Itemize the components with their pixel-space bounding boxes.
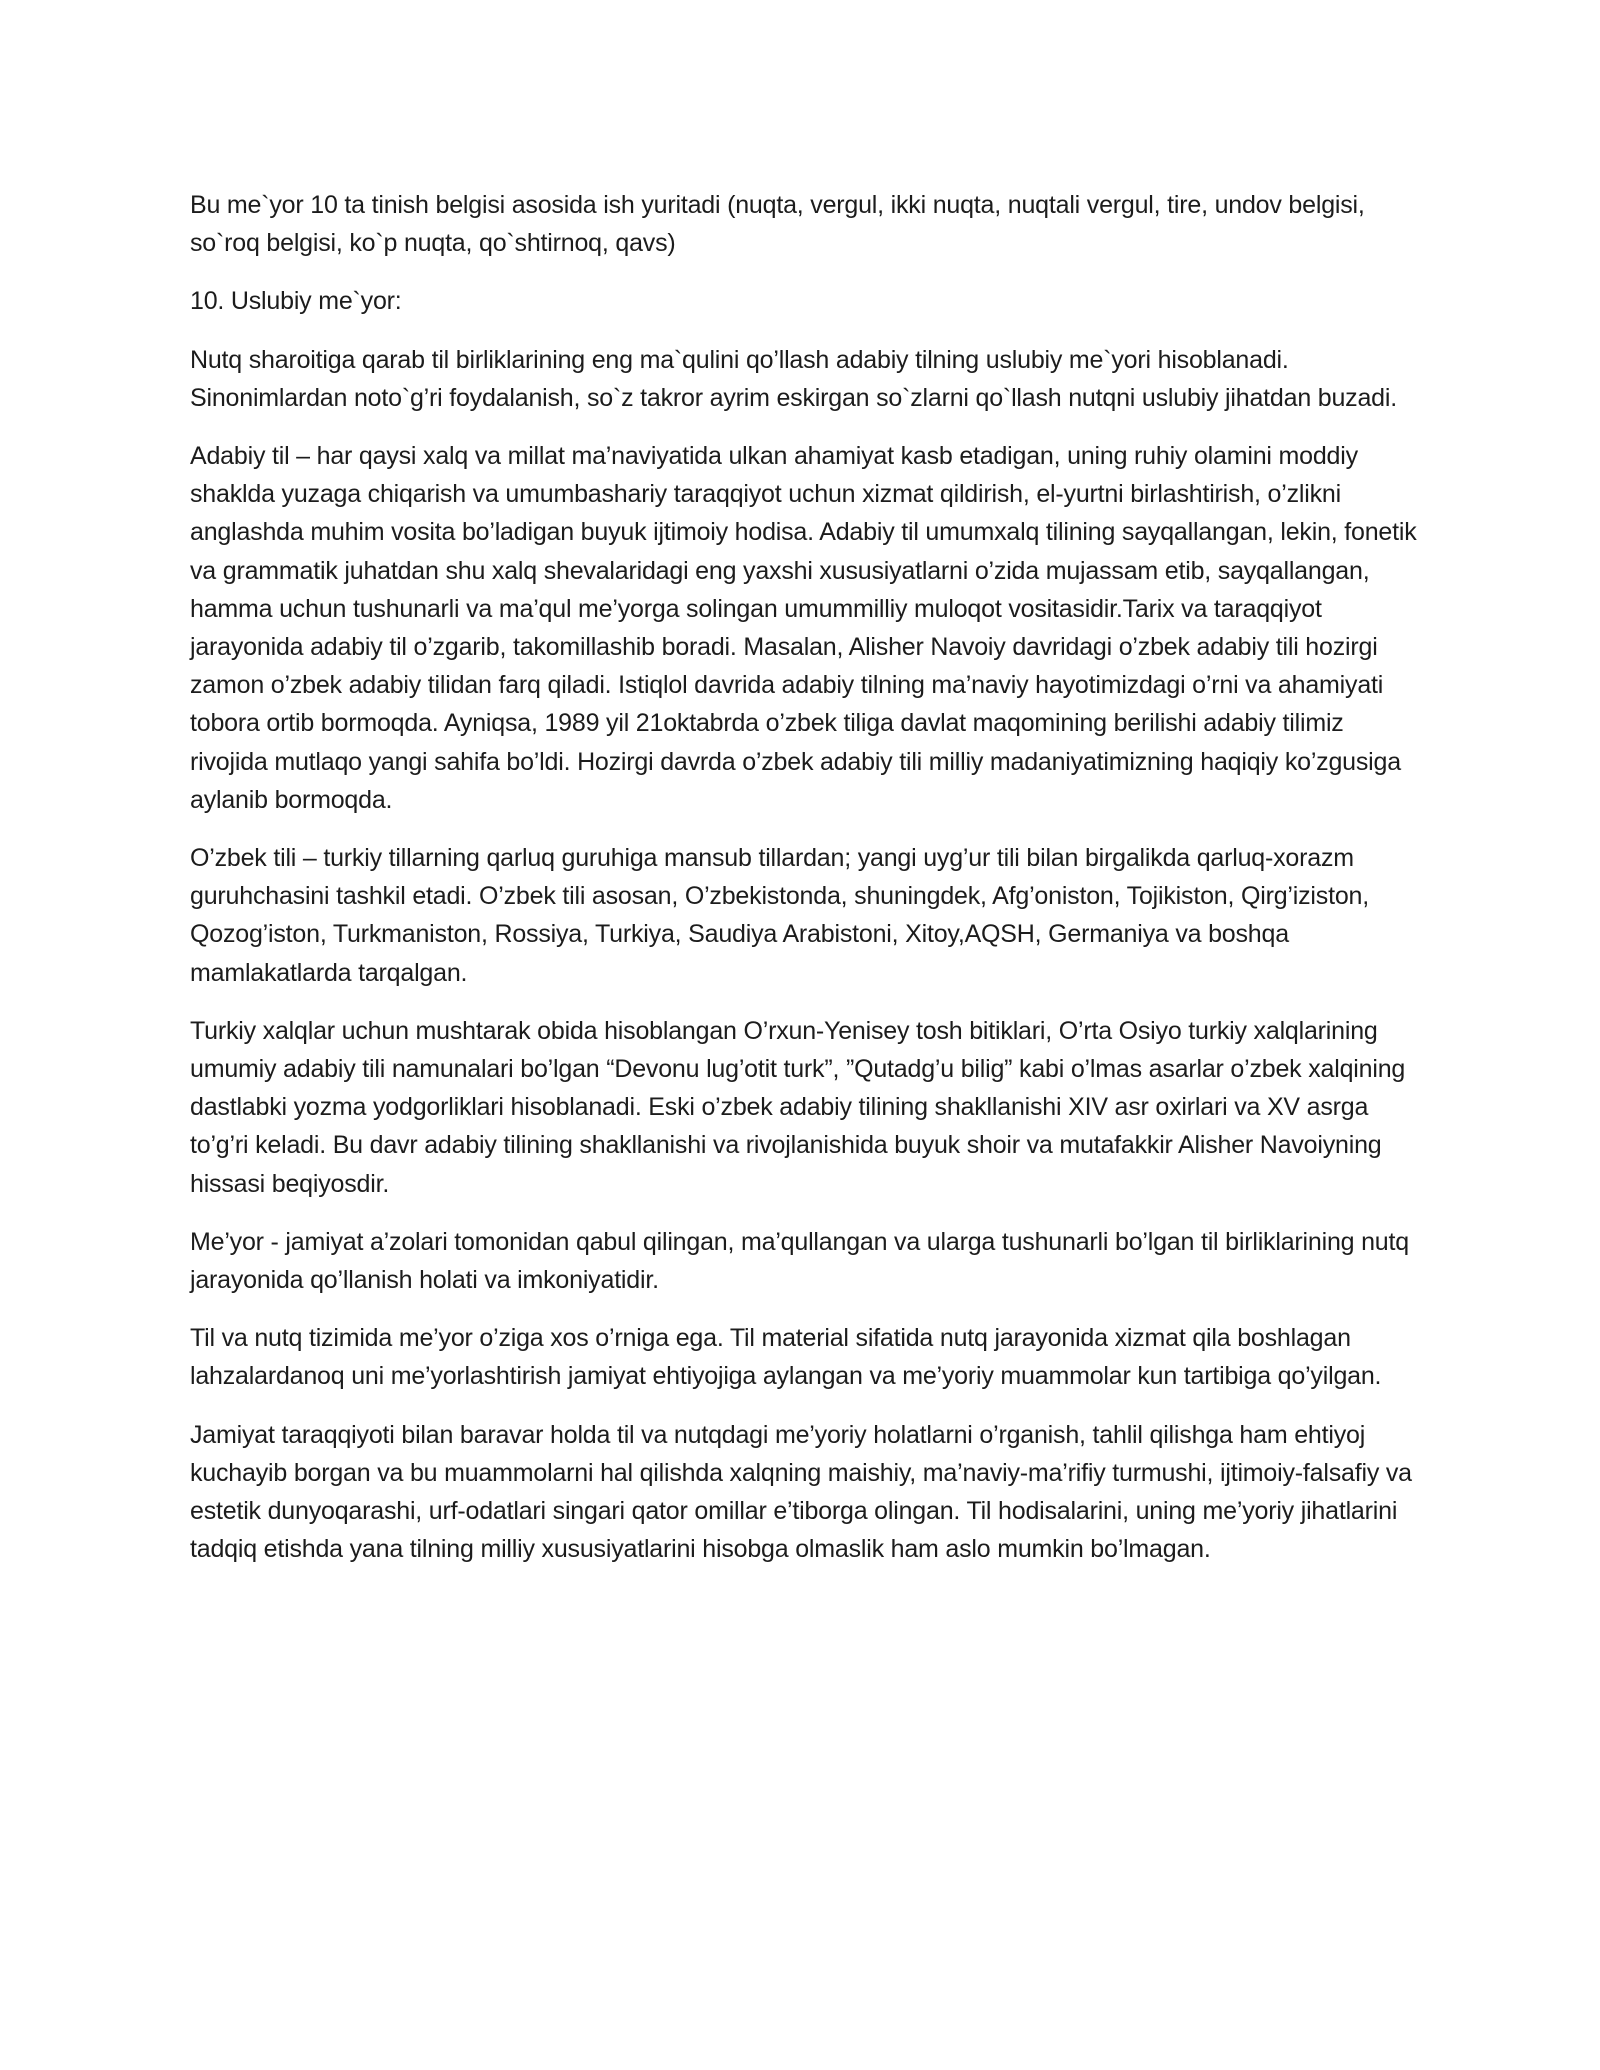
paragraph-punctuation-norm: Bu me`yor 10 ta tinish belgisi asosida ish yuritadi (nuqta, vergul, ikki nuqta, nuqtali vergul, tire, undov belgisi, so`roq belgisi, ko`p nuqta, qo`shtirnoq, qavs): [190, 191, 1365, 258]
paragraph-norm-definition: Me’yor - jamiyat a’zolari tomonidan qabul qilingan, ma’qullangan va ularga tushunarli bo’lgan til birliklarining nutq jarayonida qo’llanish holati va imkoniyatidir.: [190, 1227, 1409, 1295]
paragraph-literary-language: Adabiy til – har qaysi xalq va millat ma’naviyatida ulkan ahamiyat kasb etadigan, uning ruhiy olamini moddiy shaklda yuzaga chiqarish va umumbashariy taraqqiyot uchun xizmat qildirish, el-yurtni birlashtirish, o’zlikni anglashda muhim vosita bo’ladigan buyuk ijtimoiy hodisa. Adabiy til umumxalq tilining sayqallangan, lekin, fonetik va grammatik juhatdan shu xalq shevalaridagi eng yaxshi xususiyatlarni o’zida mujassam etib, sayqallangan, hamma uchun tushunarli va ma’qul me’yorga solingan umummilliy muloqot vositasidir.Tarix va taraqqiyot jarayonida adabiy til o’zgarib, takomillashib boradi. Masalan, Alisher Navoiy davridagi o’zbek adabiy tili hozirgi zamon o’zbek adabiy tilidan farq qiladi. Istiqlol davrida adabiy tilning ma’naviy hayotimizdagi o’rni va ahamiyati tobora ortib bormoqda. Ayniqsa, 1989 yil 21oktabrda o’zbek tiliga davlat maqomining berilishi adabiy tilimiz rivojida mutlaqo yangi sahifa bo’ldi. Hozirgi davrda o’zbek adabiy tili milliy madaniyatimizning haqiqiy ko’zgusiga aylanib bormoqda.: [190, 442, 1417, 814]
document-body: [190, 186, 1420, 1589]
paragraph-society-development: Jamiyat taraqqiyoti bilan baravar holda til va nutqdagi me’yoriy holatlarni o’rganish, tahlil qilishga ham ehtiyoj kuchayib borgan va bu muammolarni hal qilishda xalqning maishiy, ma’naviy-ma’rifiy turmushi, ijtimoiy-falsafiy va estetik dunyoqarashi, urf-odatlari singari qator omillar e’tiborga olingan. Til hodisalarini, uning me’yoriy jihatlarini tadqiq etishda yana tilning milliy xususiyatlarini hisobga olmaslik ham aslo mumkin bo’lmagan.: [190, 1420, 1412, 1564]
paragraph-turkic-monuments: Turkiy xalqlar uchun mushtarak obida hisoblangan O’rxun-Yenisey tosh bitiklari, O’rta Osiyo turkiy xalqlarining umumiy adabiy tili namunalari bo’lgan “Devonu lug’otit turk”, ”Qutadg’u bilig” kabi o’lmas asarlar o’zbek xalqining dastlabki yozma yodgorliklari hisoblanadi. Eski o’zbek adabiy tilining shakllanishi XIV asr oxirlari va XV asrga to’g’ri keladi. Bu davr adabiy tilining shakllanishi va rivojlanishida buyuk shoir va mutafakkir Alisher Navoiyning hissasi beqiyosdir.: [190, 1016, 1406, 1198]
section-heading-stylistic-norm: 10. Uslubiy me`yor:: [190, 287, 402, 316]
paragraph-stylistic-norm: Nutq sharoitiga qarab til birliklarining eng ma`qulini qo’llash adabiy tilning uslubiy me`yori hisoblanadi. Sinonimlardan noto`g’ri foydalanish, so`z takror ayrim eskirgan so`zlarni qo`llash nutqni uslubiy jihatdan buzadi.: [190, 345, 1397, 412]
paragraph-norm-in-language: Til va nutq tizimida me’yor o’ziga xos o’rniga ega. Til material sifatida nutq jarayonida xizmat qila boshlagan lahzalardanoq uni me’yorlashtirish jamiyat ehtiyojiga aylangan va me’yoriy muammolar kun tartibiga qo’yilgan.: [190, 1324, 1382, 1391]
paragraph-uzbek-language: O’zbek tili – turkiy tillarning qarluq guruhiga mansub tillardan; yangi uyg’ur tili bilan birgalikda qarluq-xorazm guruhchasini tashkil etadi. O’zbek tili asosan, O’zbekistonda, shuningdek, Afg’oniston, Tojikiston, Qirg’iziston, Qozog’iston, Turkmaniston, Rossiya, Turkiya, Saudiya Arabistoni, Xitoy,AQSH, Germaniya va boshqa mamlakatlarda tarqalgan.: [190, 844, 1369, 987]
